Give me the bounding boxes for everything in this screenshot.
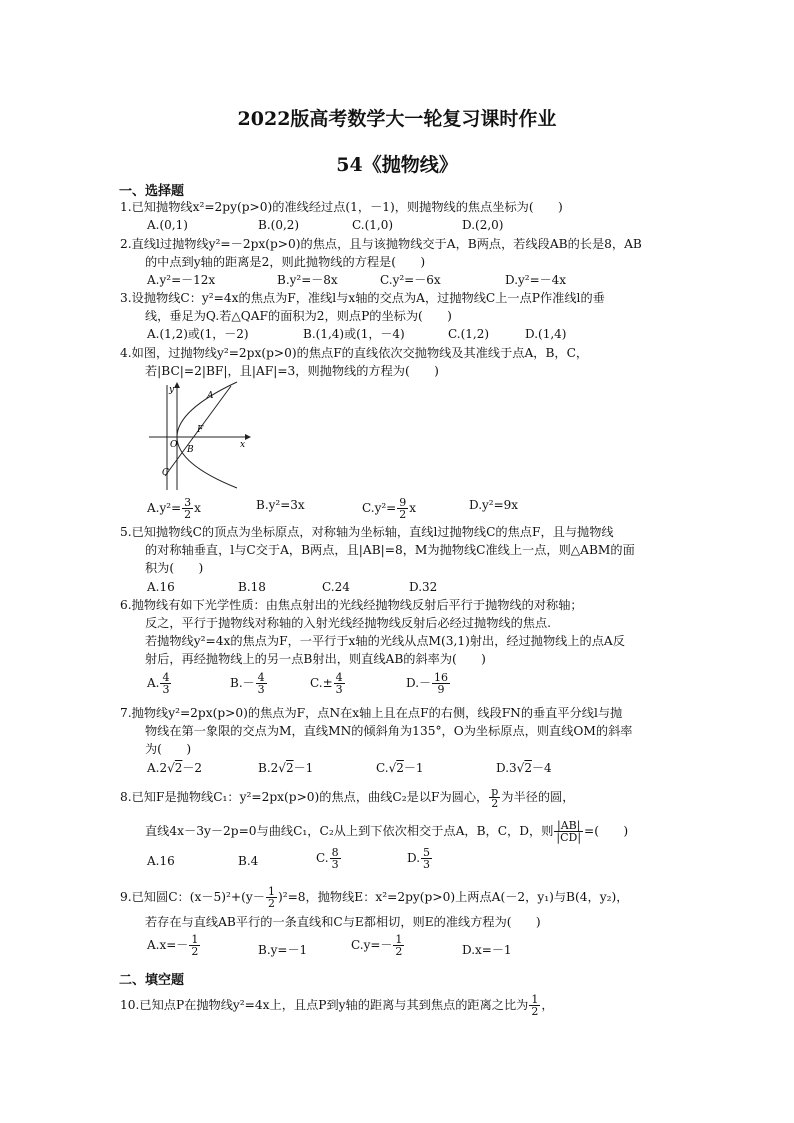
question-7-line3: 为( ) — [145, 742, 192, 756]
page-title: 2022版高考数学大一轮复习课时作业 — [237, 108, 557, 130]
q7-option-b: B.2√2－1 — [258, 761, 314, 775]
fig-label-c: C — [162, 468, 169, 478]
q2-option-b: B.y²=－8x — [277, 273, 338, 287]
fig-label-o: O — [170, 440, 178, 450]
q1-option-c: C.(1,0) — [352, 218, 394, 232]
q6-option-a: A. $\frac{4}{3}$ — [147, 671, 170, 696]
q3-option-c: C.(1,2) — [448, 327, 490, 341]
q9-option-d: D.x=－1 — [462, 943, 512, 957]
q6-option-c: C.± $\frac{4}{3}$ — [310, 671, 343, 696]
q3-option-d: D.(1,4) — [525, 327, 567, 341]
section-heading-fill: 二、填空题 — [119, 973, 185, 988]
q6-option-d: D.－ $\frac{16}{9}$ — [406, 671, 449, 696]
question-9-line1: 9.已知圆C：(x－5)²+(y－ $\frac{1}{2}$ )²=8，抛物线E：x²=2py(p>0)上两点A(－2，y₁)与B(4，y₂)， — [120, 885, 629, 910]
fig-label-a: A — [207, 391, 214, 401]
q2-option-c: C.y²=－6x — [380, 273, 441, 287]
question-5-line3: 积为( ) — [145, 561, 204, 575]
page-subtitle: 54《抛物线》 — [336, 154, 458, 176]
q2-option-d: D.y²=－4x — [505, 273, 567, 287]
parabola-figure — [145, 380, 255, 492]
q4-option-c: C.y²= $\frac{9}{2}$ x — [362, 496, 416, 521]
q1-option-d: D.(2,0) — [462, 218, 504, 232]
q5-option-b: B.18 — [238, 580, 266, 594]
question-6-line2: 反之，平行于抛物线对称轴的入射光线经抛物线反射后必经过抛物线的焦点. — [145, 616, 552, 630]
x-axis-arrow — [245, 434, 251, 440]
question-5-line2: 的对称轴垂直，l与C交于A，B两点，且|AB|=8，M为抛物线C准线上一点，则△ABM的面 — [145, 543, 635, 557]
fig-label-f: F — [197, 425, 204, 435]
question-10-text: 10.已知点P在抛物线y²=4x上，且点P到y轴的距离与其到焦点的距离之比为 $\frac{1}{2}$ ， — [120, 993, 554, 1018]
q3-option-a: A.(1,2)或(1，－2) — [147, 327, 249, 341]
q9-option-b: B.y=－1 — [258, 943, 308, 957]
question-8-line2: 直线4x－3y－2p=0与曲线C₁，C₂从上到下依次相交于点A，B，C，D，则 $\frac{|AB|}{|CD|}$ =( ) — [145, 819, 629, 844]
q8-option-a: A.16 — [147, 854, 175, 868]
q1-option-b: B.(0,2) — [258, 218, 300, 232]
question-4-line1: 4.如图，过抛物线y²=2px(p>0)的焦点F的直线依次交抛物线及其准线于点A，B，C， — [120, 346, 589, 360]
q9-option-c: C.y=－ $\frac{1}{2}$ — [351, 933, 403, 958]
q5-option-c: C.24 — [322, 580, 350, 594]
y-axis-arrow — [174, 382, 180, 388]
question-2-line2: 的中点到y轴的距离是2，则此抛物线的方程是( ) — [145, 255, 426, 269]
question-7-line2: 物线在第一象限的交点为M，直线MN的倾斜角为135°，O为坐标原点，则直线OM的斜率 — [145, 724, 633, 738]
q9-option-a: A.x=－ $\frac{1}{2}$ — [147, 933, 199, 958]
q8-option-d: D. $\frac{5}{3}$ — [407, 846, 431, 871]
q8-option-b: B.4 — [238, 854, 259, 868]
question-6-line4: 射后，再经抛物线上的另一点B射出，则直线AB的斜率为( ) — [145, 652, 486, 666]
q6-option-b: B.－ $\frac{4}{3}$ — [230, 671, 265, 696]
q4-option-a: A.y²= $\frac{3}{2}$ x — [147, 496, 201, 521]
question-9-line2: 若存在与直线AB平行的一条直线和C与E都相切，则E的准线方程为( ) — [145, 915, 541, 929]
q7-option-c: C.√2－1 — [376, 761, 424, 775]
q5-option-d: D.32 — [409, 580, 438, 594]
question-5-line1: 5.已知抛物线C的顶点为坐标原点，对称轴为坐标轴，直线l过抛物线C的焦点F，且与抛物线 — [120, 525, 614, 539]
question-6-line1: 6.抛物线有如下光学性质：由焦点射出的光线经抛物线反射后平行于抛物线的对称轴； — [120, 598, 583, 612]
q3-option-b: B.(1,4)或(1，－4) — [303, 327, 405, 341]
question-8-line1: 8.已知F是抛物线C₁：y²=2px(p>0)的焦点，曲线C₂是以F为圆心， $\frac{p}{2}$ 为半径的圆， — [120, 785, 575, 810]
question-3-line2: 线，垂足为Q.若△QAF的面积为2，则点P的坐标为( ) — [145, 309, 452, 323]
question-1-text: 1.已知抛物线x²=2py(p>0)的准线经过点(1，－1)，则抛物线的焦点坐标为( ) — [120, 200, 563, 214]
q5-option-a: A.16 — [147, 580, 175, 594]
question-2-line1: 2.直线l过抛物线y²=－2px(p>0)的焦点，且与该抛物线交于A，B两点，若线段AB的长是8，AB — [120, 237, 642, 251]
fig-label-b: B — [187, 445, 194, 455]
question-7-line1: 7.抛物线y²=2px(p>0)的焦点为F，点N在x轴上且在点F的右侧，线段FN的垂直平分线l与抛 — [120, 706, 623, 720]
q4-option-d: D.y²=9x — [469, 498, 519, 512]
q2-option-a: A.y²=－12x — [147, 273, 216, 287]
question-3-line1: 3.设抛物线C：y²=4x的焦点为F，准线l与x轴的交点为A，过抛物线C上一点P作准线l的垂 — [120, 291, 605, 305]
q4-option-b: B.y²=3x — [256, 498, 305, 512]
q7-option-d: D.3√2－4 — [496, 761, 552, 775]
question-4-line2: 若|BC|=2|BF|，且|AF|=3，则抛物线的方程为( ) — [145, 364, 439, 378]
fig-label-x: x — [240, 440, 246, 450]
q1-option-a: A.(0,1) — [147, 218, 188, 232]
question-6-line3: 若抛物线y²=4x的焦点为F，一平行于x轴的光线从点M(3,1)射出，经过抛物线上的点A反 — [145, 634, 625, 648]
q7-option-a: A.2√2－2 — [147, 761, 203, 775]
fig-label-y: y — [169, 385, 175, 395]
section-heading-choice: 一、选择题 — [119, 184, 185, 199]
q8-option-c: C. $\frac{8}{3}$ — [316, 846, 339, 871]
